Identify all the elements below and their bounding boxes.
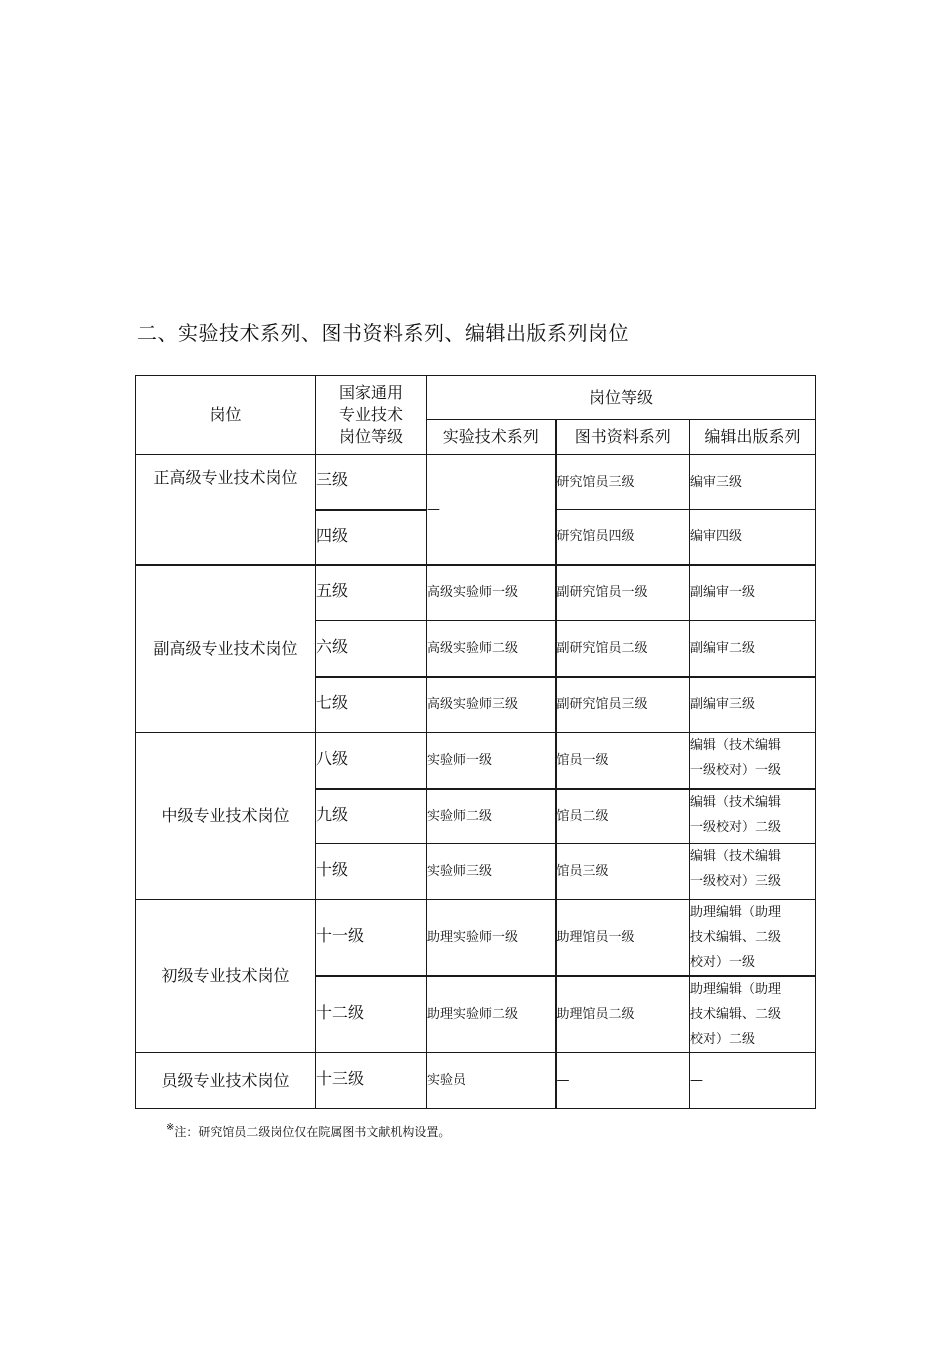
header-national-grade-line: 国家通用 bbox=[338, 383, 403, 402]
grade-label: 三级 bbox=[316, 470, 349, 490]
category-cell: 副高级专业技术岗位 bbox=[136, 565, 316, 733]
grade-label: 六级 bbox=[316, 636, 349, 656]
grade-cell bbox=[316, 677, 427, 733]
header-national-grade-line: 岗位等级 bbox=[338, 427, 403, 446]
library-cell: 副研究馆员一级 bbox=[556, 565, 690, 621]
editorial-cell bbox=[690, 733, 816, 789]
header-series-editorial: 编辑出版系列 bbox=[690, 420, 816, 455]
grade-cell bbox=[316, 510, 427, 565]
editorial-cell: 编审三级 bbox=[690, 455, 816, 510]
grade-label: 四级 bbox=[316, 525, 349, 545]
header-series-library: 图书资料系列 bbox=[556, 420, 690, 455]
editorial-line: 校对）一级 bbox=[690, 955, 756, 970]
grade-label: 十三级 bbox=[316, 1069, 365, 1088]
experiment-cell: 实验师一级 bbox=[427, 733, 556, 789]
library-cell: 助理馆员一级 bbox=[556, 900, 690, 977]
editorial-cell: 副编审一级 bbox=[690, 565, 816, 621]
library-cell: — bbox=[556, 1053, 690, 1109]
editorial-line: 编辑（技术编辑 bbox=[690, 794, 782, 810]
category-cell: 初级专业技术岗位 bbox=[136, 900, 316, 1053]
library-cell: 副研究馆员三级 bbox=[556, 677, 690, 733]
editorial-line: 编辑（技术编辑 bbox=[690, 849, 782, 864]
grade-cell bbox=[316, 976, 427, 1053]
editorial-line: 技术编辑、二级 bbox=[690, 930, 782, 945]
editorial-cell: 编审四级 bbox=[690, 510, 816, 565]
experiment-cell: 实验师二级 bbox=[427, 789, 556, 844]
grade-cell bbox=[316, 789, 427, 844]
post-grade-table bbox=[135, 375, 816, 1109]
editorial-cell: 副编审二级 bbox=[690, 621, 816, 677]
note-mark: ※ bbox=[166, 1122, 175, 1133]
header-series-experiment: 实验技术系列 bbox=[427, 420, 556, 455]
header-national-grade bbox=[316, 376, 427, 455]
library-cell: 研究馆员四级 bbox=[556, 510, 690, 565]
category-cell: 正高级专业技术岗位 bbox=[136, 455, 316, 565]
experiment-cell: 助理实验师一级 bbox=[427, 900, 556, 977]
grade-label: 五级 bbox=[316, 581, 349, 601]
experiment-cell: 高级实验师一级 bbox=[427, 565, 556, 621]
editorial-line: 技术编辑、二级 bbox=[690, 1007, 782, 1022]
editorial-line: 助理编辑（助理 bbox=[690, 905, 782, 920]
grade-cell bbox=[316, 621, 427, 677]
library-cell: 研究馆员三级 bbox=[556, 455, 690, 510]
editorial-cell: 副编审三级 bbox=[690, 677, 816, 733]
note-text: 注：研究馆员二级岗位仅在院属图书文献机构设置。 bbox=[174, 1125, 451, 1139]
grade-cell bbox=[316, 565, 427, 621]
grade-cell bbox=[316, 455, 427, 510]
experiment-cell: 实验师三级 bbox=[427, 844, 556, 900]
category-cell: 员级专业技术岗位 bbox=[136, 1053, 316, 1109]
editorial-line: 编辑（技术编辑 bbox=[690, 738, 782, 753]
grade-label: 十一级 bbox=[316, 926, 365, 945]
experiment-cell: 实验员 bbox=[427, 1053, 556, 1109]
experiment-cell: 助理实验师二级 bbox=[427, 976, 556, 1053]
category-cell: 中级专业技术岗位 bbox=[136, 733, 316, 900]
editorial-cell bbox=[690, 976, 816, 1053]
footnote bbox=[166, 1124, 450, 1140]
header-national-grade-line: 专业技术 bbox=[338, 405, 403, 424]
editorial-line: 一级校对）二级 bbox=[690, 819, 782, 835]
editorial-cell: — bbox=[690, 1053, 816, 1109]
editorial-cell bbox=[690, 789, 816, 844]
library-cell: 助理馆员二级 bbox=[556, 976, 690, 1053]
editorial-line: 一级校对）三级 bbox=[690, 874, 782, 889]
library-cell: 馆员三级 bbox=[556, 844, 690, 900]
grade-cell bbox=[316, 844, 427, 900]
page-heading: 二、实验技术系列、图书资料系列、编辑出版系列岗位 bbox=[137, 321, 629, 345]
experiment-cell: 高级实验师二级 bbox=[427, 621, 556, 677]
header-post: 岗位 bbox=[136, 376, 316, 455]
editorial-line: 助理编辑（助理 bbox=[690, 982, 782, 997]
grade-label: 十二级 bbox=[316, 1003, 365, 1022]
grade-label: 十级 bbox=[316, 860, 349, 879]
library-cell: 馆员一级 bbox=[556, 733, 690, 789]
experiment-cell: 高级实验师三级 bbox=[427, 677, 556, 733]
editorial-line: 一级校对）一级 bbox=[690, 763, 782, 778]
header-post-grade: 岗位等级 bbox=[427, 376, 816, 420]
editorial-line: 校对）二级 bbox=[690, 1032, 756, 1047]
grade-label: 九级 bbox=[316, 804, 349, 824]
grade-label: 七级 bbox=[316, 693, 349, 713]
experiment-cell: — bbox=[427, 455, 556, 565]
grade-cell bbox=[316, 1053, 427, 1109]
grade-label: 八级 bbox=[316, 748, 349, 768]
library-cell: 馆员二级 bbox=[556, 789, 690, 844]
grade-cell bbox=[316, 900, 427, 977]
editorial-cell bbox=[690, 900, 816, 977]
library-cell: 副研究馆员二级 bbox=[556, 621, 690, 677]
editorial-cell bbox=[690, 844, 816, 900]
grade-cell bbox=[316, 733, 427, 789]
